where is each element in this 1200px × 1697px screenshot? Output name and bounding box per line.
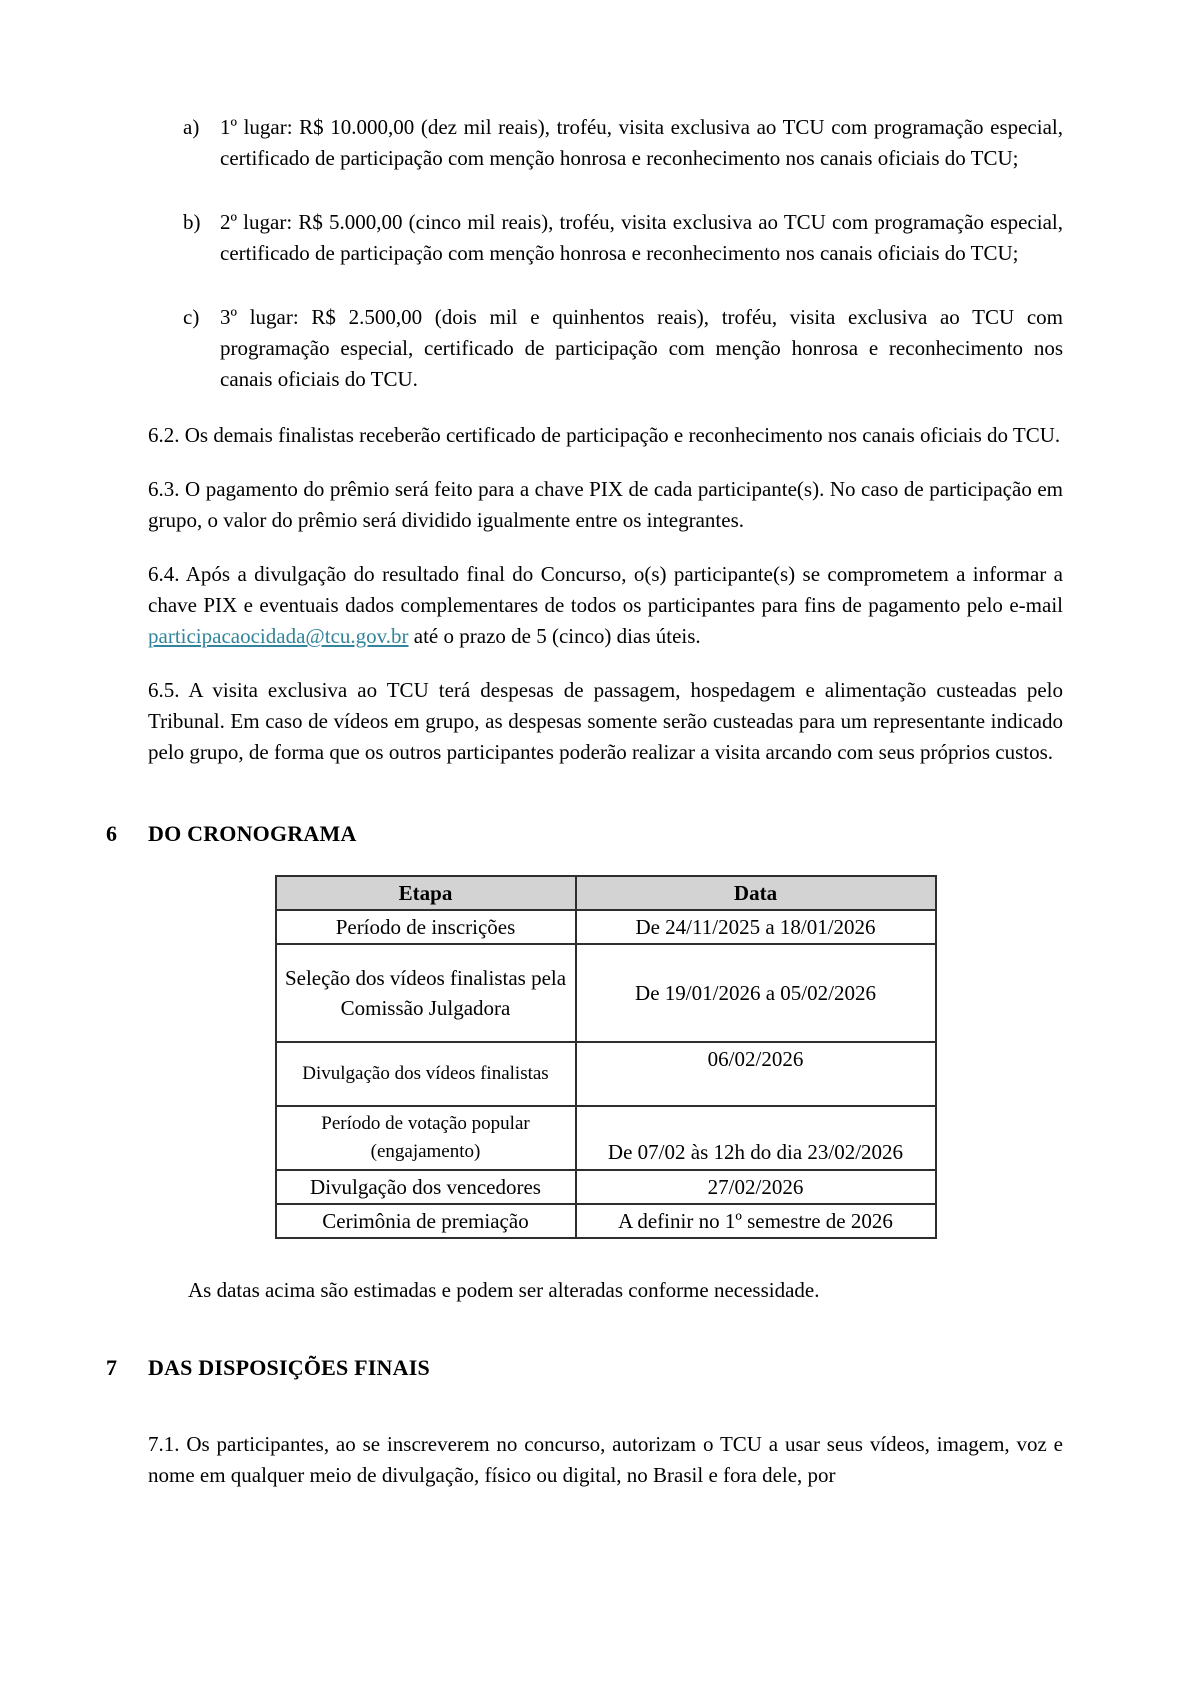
paragraph-6-4 [148, 559, 1063, 652]
prize-list-item [183, 207, 1063, 269]
etapa-cell: Cerimônia de premiação [276, 1204, 576, 1238]
section-title: DAS DISPOSIÇÕES FINAIS [148, 1355, 430, 1380]
section-title: DO CRONOGRAMA [148, 821, 357, 846]
section-number: 7 [106, 1355, 118, 1380]
table-header-data: Data [576, 876, 936, 910]
table-row [276, 944, 936, 1042]
prize-list [183, 112, 1063, 395]
paragraph-6-3: 6.3. O pagamento do prêmio será feito para a chave PIX de cada participante(s). No caso de participação em grupo, o valor do prêmio será dividido igualmente entre os integrantes. [148, 477, 1063, 532]
data-cell: De 24/11/2025 a 18/01/2026 [576, 910, 936, 944]
prize-list-item [183, 302, 1063, 395]
prize-list-item [183, 112, 1063, 174]
list-item-text: 2º lugar: R$ 5.000,00 (cinco mil reais), troféu, visita exclusiva ao TCU com programação especial, certificado de participação com menção honrosa e reconhecimento nos canais oficiais do TCU; [220, 210, 1063, 265]
table-note: As datas acima são estimadas e podem ser alteradas conforme necessidade. [188, 1278, 820, 1302]
schedule-table [275, 875, 937, 1239]
paragraph-6-5: 6.5. A visita exclusiva ao TCU terá despesas de passagem, hospedagem e alimentação custeadas pelo Tribunal. Em caso de vídeos em grupo, as despesas somente serão custeadas para um representante indicado pelo grupo, de forma que os outros participantes poderão realizar a visita arcando com seus próprios custos. [148, 678, 1063, 764]
email-link[interactable]: participacaocidada@tcu.gov.br [148, 624, 409, 648]
etapa-cell: Período de votação popular (engajamento) [276, 1106, 576, 1170]
table-row [276, 1042, 936, 1106]
paragraph-6-4-text-before: 6.4. Após a divulgação do resultado final do Concurso, o(s) participante(s) se comprometem a informar a chave PIX e eventuais dados complementares de todos os participantes para fins de pagamento pelo e-mail [148, 562, 1063, 617]
etapa-cell: Período de inscrições [276, 910, 576, 944]
data-cell: 06/02/2026 [576, 1042, 936, 1106]
list-item-text: 1º lugar: R$ 10.000,00 (dez mil reais), troféu, visita exclusiva ao TCU com programação especial, certificado de participação com menção honrosa e reconhecimento nos canais oficiais do TCU; [220, 115, 1063, 170]
list-item-text: 3º lugar: R$ 2.500,00 (dois mil e quinhentos reais), troféu, visita exclusiva ao TCU com programação especial, certificado de participação com menção honrosa e reconhecimento nos canais oficiais do TCU. [220, 305, 1063, 391]
table-row [276, 1204, 936, 1238]
etapa-cell: Seleção dos vídeos finalistas pela Comissão Julgadora [276, 944, 576, 1042]
list-marker: a) [183, 115, 200, 139]
list-marker: c) [183, 305, 200, 329]
paragraph-6-4-text-after: até o prazo de 5 (cinco) dias úteis. [408, 624, 701, 648]
data-cell: 27/02/2026 [576, 1170, 936, 1204]
etapa-cell: Divulgação dos vencedores [276, 1170, 576, 1204]
paragraph-6-2: 6.2. Os demais finalistas receberão certificado de participação e reconhecimento nos canais oficiais do TCU. [148, 423, 1061, 447]
list-marker: b) [183, 210, 201, 234]
table-row [276, 1170, 936, 1204]
section-number: 6 [106, 821, 118, 846]
data-cell: De 19/01/2026 a 05/02/2026 [576, 944, 936, 1042]
table-header-row [276, 876, 936, 910]
data-cell: De 07/02 às 12h do dia 23/02/2026 [576, 1106, 936, 1170]
etapa-cell: Divulgação dos vídeos finalistas [276, 1042, 576, 1106]
section-6-heading [106, 818, 1063, 849]
section-7-heading [106, 1352, 1063, 1383]
table-row [276, 910, 936, 944]
data-cell: A definir no 1º semestre de 2026 [576, 1204, 936, 1238]
table-row [276, 1106, 936, 1170]
table-header-etapa: Etapa [276, 876, 576, 910]
paragraph-7-1: 7.1. Os participantes, ao se inscreverem no concurso, autorizam o TCU a usar seus vídeos, imagem, voz e nome em qualquer meio de divulgação, físico ou digital, no Brasil e fora dele, por [148, 1432, 1063, 1487]
